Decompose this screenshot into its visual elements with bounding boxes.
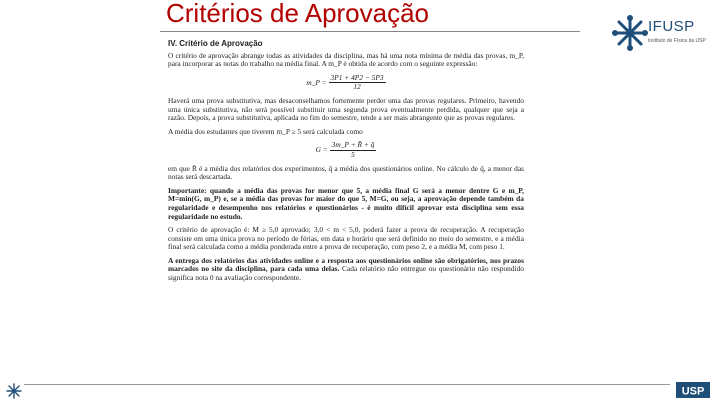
snowflake-icon [6, 383, 22, 399]
equation-g-numerator: 3m_P + R̄ + q̄ [331, 140, 375, 150]
equation-mp [168, 74, 524, 92]
paragraph-important: Importante: quando a média das provas for menor que 5, a média final G será a menor dentre G e m_P, M=min(G, m_P) e, se a média das provas for maior do que 5, M=G, ou seja, a aprovação depende também da regularidade e desempenho nos relatórios e questionários - é muito difícil aprovar esta disciplina sem essa regularidade no estudo. [168, 185, 524, 221]
equation-mp-fraction [329, 74, 386, 92]
equation-g-lhs: G = [315, 145, 328, 155]
paragraph-1: O critério de aprovação abrange todas as atividades da disciplina, mas há uma nota mínima de média das provas, m_P, para incorporar as notas do trabalho na média final. A m_P é obtida de acordo com o seguinte expressão: [168, 50, 524, 69]
equation-g-denominator: 5 [351, 149, 355, 159]
equation-mp-numerator: 3P1 + 4P2 − 5P3 [330, 72, 384, 82]
usp-logo-text: USP [681, 385, 705, 398]
paragraph-5: O critério de aprovação é: M ≥ 5,0 aprovado; 3,0 < m < 5,0, poderá fazer a prova de recuperação. A recuperação consiste em uma única prova no período de férias, em data e horário que será definido no meio do semestre, e a média final será calculada como a média ponderada entre a prova de recuperação, com peso 2, e a média M, com peso 1. [168, 225, 524, 252]
paragraph-6-bold: A entrega dos relatórios das atividades online e a resposta aos questionários online são obrigatórios, nos prazos marcados no site da disciplina, para cada uma delas. [168, 255, 524, 274]
paragraph-6 [168, 257, 524, 283]
equation-g [168, 141, 524, 159]
paragraph-4: em que R̄ é a média dos relatórios dos experimentos, q̄ a média dos questionários online. No cálculo de q̄, a menor das notas será descartada. [168, 163, 524, 182]
slide-title: Critérios de Aprovação [166, 0, 430, 28]
equation-mp-denominator: 12 [353, 82, 361, 92]
ifusp-logo-text: IFUSP [648, 18, 695, 35]
paragraph-3: A média dos estudantes que tiverem m_P ≥ 5 será calculada como [168, 126, 363, 136]
paragraph-6-rest: Cada relatório não entregue ou questionário não respondido significa nota 0 na avaliação correspondente. [168, 264, 524, 283]
ifusp-logo-subtitle: Instituto de Física da USP [648, 38, 706, 44]
section-heading: IV. Critério de Aprovação [168, 39, 263, 48]
paragraph-2: Haverá uma prova substitutiva, mas desaconselhamos fortemente perder uma das provas regulares. Primeiro, havendo uma única substitutiva, não será possível substituir uma segunda prova eventualmente perdida, qualquer que seja a razão. Depois, a prova substitutiva, aplicada no fim do semestre, tende a ser mais abrangente que as provas regulares. [168, 95, 524, 123]
title-divider [160, 31, 580, 32]
footer-divider [24, 384, 670, 385]
document-excerpt [168, 40, 524, 378]
equation-g-fraction [330, 141, 377, 159]
usp-logo-icon [676, 382, 710, 398]
equation-mp-lhs: m_P = [306, 77, 327, 87]
